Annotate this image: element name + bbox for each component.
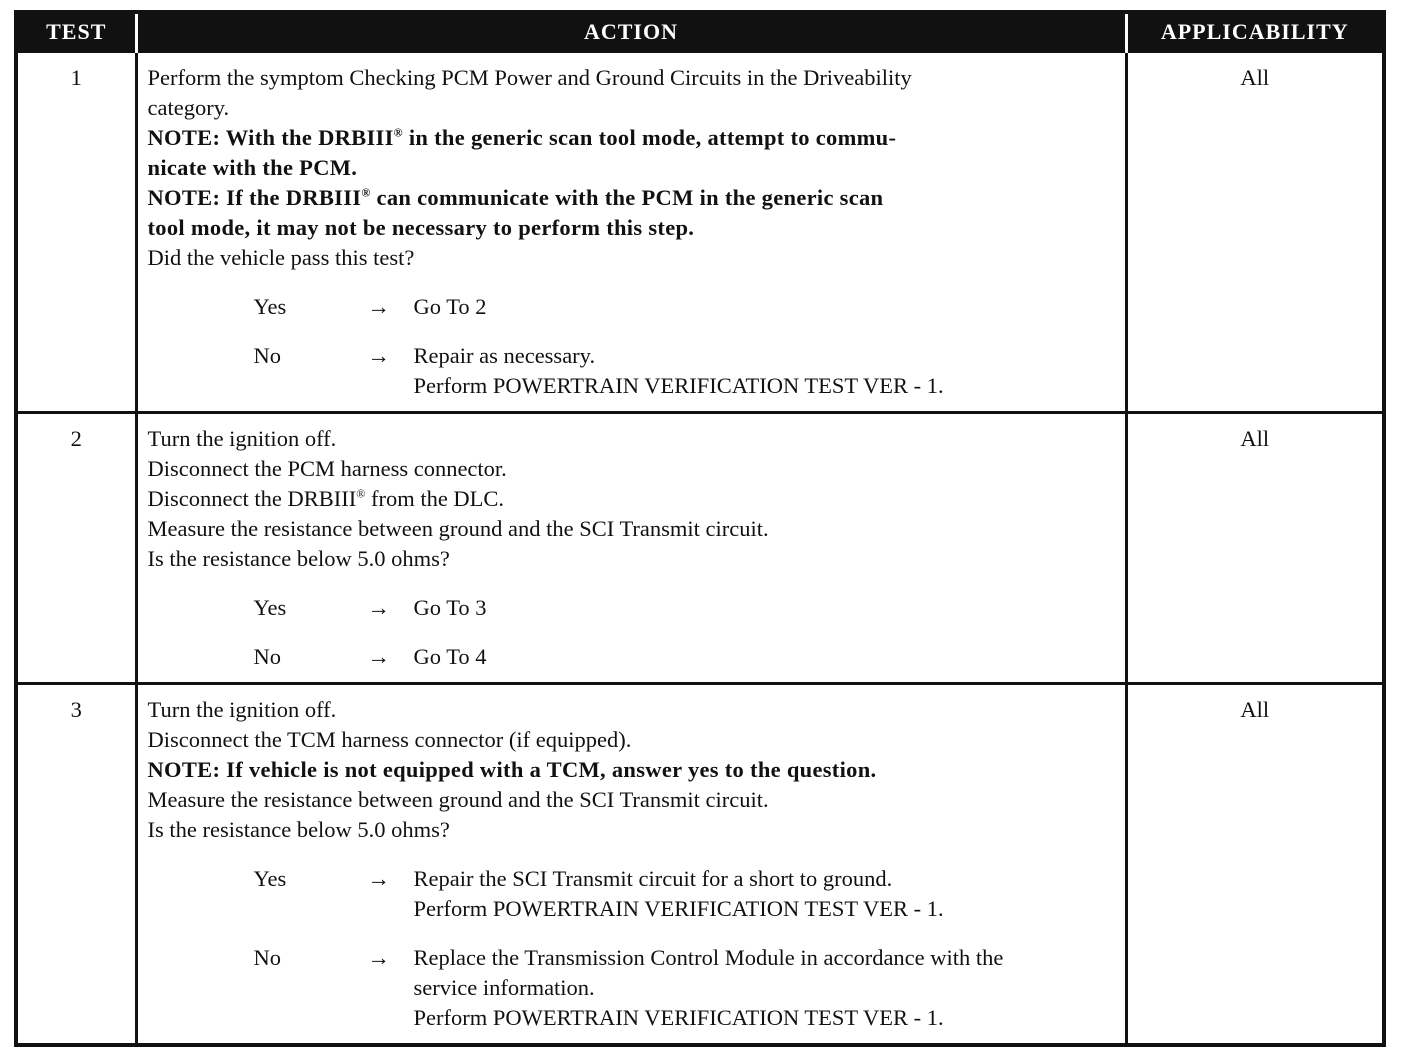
result-line: Go To 3: [413, 595, 487, 620]
outcome-result: [414, 864, 1119, 924]
outcome-result: [414, 341, 1119, 401]
outcome-result: [414, 593, 1119, 623]
action-cell: [136, 52, 1126, 413]
arrow-icon: →: [367, 866, 390, 891]
action-line: category.: [147, 95, 230, 120]
note-line: NOTE: With the DRBIII® in the generic scan tool mode, attempt to commu-: [147, 125, 897, 150]
outcome-list: [148, 864, 1119, 1033]
header-applicability: APPLICABILITY: [1126, 12, 1384, 52]
action-line: Turn the ignition off.: [147, 426, 337, 451]
outcome-label: Yes: [253, 866, 287, 891]
result-line: Perform POWERTRAIN VERIFICATION TEST VER - 1.: [413, 373, 944, 398]
outcome-yes: [148, 864, 1119, 924]
arrow-icon: →: [367, 644, 390, 669]
registered-mark: ®: [393, 125, 403, 140]
result-line: Go To 4: [413, 644, 487, 669]
action-line: Disconnect the TCM harness connector (if equipped).: [147, 727, 632, 752]
note-line: nicate with the PCM.: [147, 155, 358, 180]
action-cell: [136, 684, 1126, 1046]
header-test: TEST: [16, 12, 136, 52]
action-line: Measure the resistance between ground and the SCI Transmit circuit.: [147, 787, 769, 812]
result-line: Repair the SCI Transmit circuit for a short to ground.: [413, 866, 893, 891]
action-line: Disconnect the PCM harness connector.: [147, 456, 507, 481]
applicability-value: All: [1126, 413, 1384, 684]
action-cell: [136, 413, 1126, 684]
outcome-label: Yes: [253, 294, 287, 319]
arrow-icon: →: [367, 294, 390, 319]
result-line: Go To 2: [413, 294, 487, 319]
note-line: tool mode, it may not be necessary to perform this step.: [147, 215, 695, 240]
action-line: Turn the ignition off.: [147, 697, 337, 722]
arrow-icon: →: [367, 945, 390, 970]
table-body: [16, 52, 1384, 1046]
outcome-no: [148, 642, 1119, 672]
arrow-icon: →: [367, 595, 390, 620]
test-number: 2: [16, 413, 136, 684]
outcome-list: [148, 292, 1119, 401]
outcome-yes: [148, 292, 1119, 322]
action-line: Is the resistance below 5.0 ohms?: [147, 817, 450, 842]
result-line: Repair as necessary.: [413, 343, 596, 368]
result-line: Perform POWERTRAIN VERIFICATION TEST VER - 1.: [413, 1005, 944, 1030]
action-line: Is the resistance below 5.0 ohms?: [147, 546, 450, 571]
outcome-label: No: [253, 945, 281, 970]
outcome-label: No: [253, 343, 281, 368]
applicability-value: All: [1126, 684, 1384, 1046]
outcome-result: [414, 642, 1119, 672]
table-row: [16, 413, 1384, 684]
outcome-no: [148, 341, 1119, 401]
result-line: Perform POWERTRAIN VERIFICATION TEST VER - 1.: [413, 896, 944, 921]
outcome-no: [148, 943, 1119, 1033]
outcome-yes: [148, 593, 1119, 623]
note-line: NOTE: If vehicle is not equipped with a TCM, answer yes to the question.: [147, 757, 877, 782]
action-line: Perform the symptom Checking PCM Power and Ground Circuits in the Driveability: [147, 65, 912, 90]
header-action: ACTION: [136, 12, 1126, 52]
table-header-row: [16, 12, 1384, 52]
arrow-icon: →: [367, 343, 390, 368]
outcome-label: Yes: [253, 595, 287, 620]
outcome-result: [414, 943, 1119, 1033]
result-line: Replace the Transmission Control Module in accordance with the: [413, 945, 1004, 970]
outcome-list: [148, 593, 1119, 672]
registered-mark: ®: [361, 185, 371, 200]
action-line: Disconnect the DRBIII® from the DLC.: [147, 486, 505, 511]
outcome-result: [414, 292, 1119, 322]
test-number: 1: [16, 52, 136, 413]
result-line: service information.: [413, 975, 595, 1000]
applicability-value: All: [1126, 52, 1384, 413]
test-number: 3: [16, 684, 136, 1046]
diagnostic-table: [14, 10, 1386, 1047]
action-line: Did the vehicle pass this test?: [147, 245, 415, 270]
table-row: [16, 684, 1384, 1046]
action-line: Measure the resistance between ground and the SCI Transmit circuit.: [147, 516, 769, 541]
table-row: [16, 52, 1384, 413]
note-line: NOTE: If the DRBIII® can communicate with the PCM in the generic scan: [147, 185, 884, 210]
outcome-label: No: [253, 644, 281, 669]
registered-mark: ®: [356, 486, 366, 501]
